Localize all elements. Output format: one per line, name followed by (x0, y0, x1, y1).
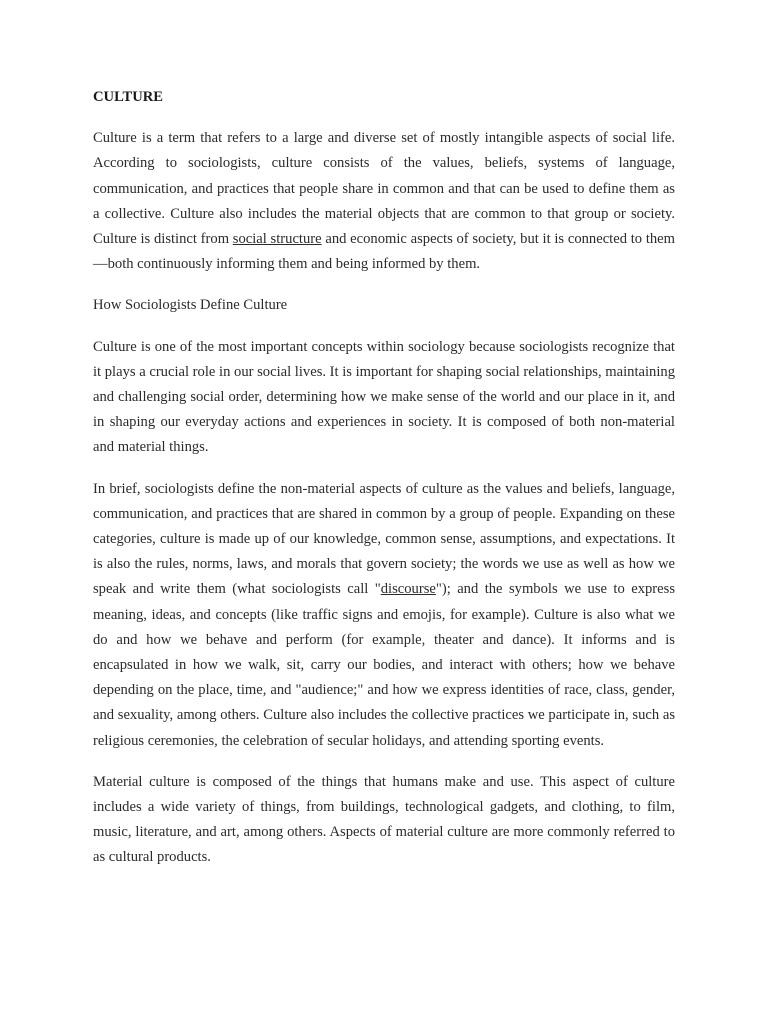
paragraph-importance: Culture is one of the most important concepts within sociology because sociologists recognize that it plays a crucial role in our social lives. It is important for shaping social relationships, maintaining and challenging social order, determining how we make sense of the world and our place in it, and in shaping our everyday actions and experiences in society. It is composed of both non-material and material things. (93, 338, 675, 456)
paragraph-intro-text-1: Culture is a term that refers to a large and diverse set of mostly intangible aspects of social life. According to sociologists, culture consists of the values, beliefs, systems of language, communication, and practices that people share in common and that can be used to define them as a collective. Culture also includes the material objects that are common to that group or society. Culture is distinct from (93, 130, 675, 248)
paragraph-non-material-text-1: In brief, sociologists define the non-material aspects of culture as the values and beliefs, language, communication, and practices that are shared in common by a group of people. Expanding on these categories, culture is made up of our knowledge, common sense, assumptions, and expectations. It is also the rules, norms, laws, and morals that govern society; the words we use as well as how we speak and write them (what sociologists call " (93, 480, 675, 598)
paragraph-non-material (93, 477, 675, 754)
document-page (93, 85, 675, 887)
paragraph-non-material-text-2: "); and the symbols we use to express meaning, ideas, and concepts (like traffic signs and emojis, for example). Culture is also what we do and how we behave and perform (for example, theater and dance). It informs and is encapsulated in how we walk, sit, carry our bodies, and interact with others; how we behave depending on the place, time, and "audience;" and how we express identities of race, class, gender, and sexuality, among others. Culture also includes the collective practices we participate in, such as religious ceremonies, the celebration of secular holidays, and attending sporting events. (93, 581, 675, 749)
discourse-link[interactable]: discourse (380, 581, 436, 598)
paragraph-intro-text-2: and economic aspects of society, but it is connected to them—both continuously informing them and being informed by them. (93, 231, 675, 273)
paragraph-intro (93, 126, 675, 277)
paragraph-material: Material culture is composed of the things that humans make and use. This aspect of culture includes a wide variety of things, from buildings, technological gadgets, and clothing, to film, music, literature, and art, among others. Aspects of material culture are more commonly referred to as cultural products. (93, 773, 675, 866)
section-heading: How Sociologists Define Culture (93, 297, 288, 314)
document-title: CULTURE (93, 89, 164, 105)
social-structure-link[interactable]: social structure (232, 231, 322, 248)
